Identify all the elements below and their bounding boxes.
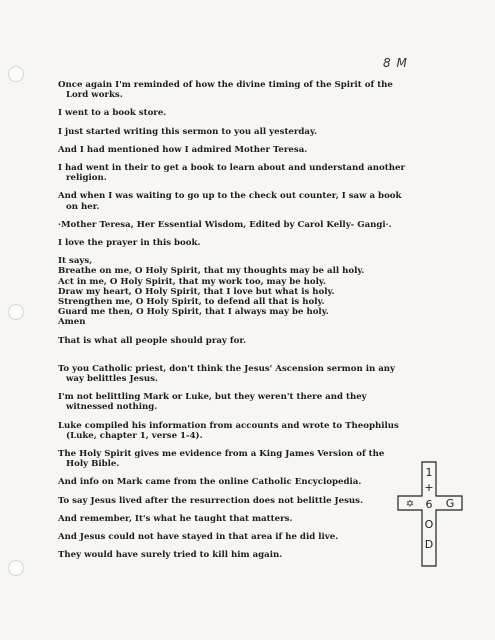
- paragraph: I went to a book store.: [58, 108, 167, 119]
- sermon-text: [58, 80, 408, 561]
- cross-right-letter: G: [445, 497, 455, 510]
- paragraph: ·Mother Teresa, Her Essential Wisdom, Edited by Carol Kelly- Gangi·.: [58, 219, 392, 230]
- hand-drawn-cross-icon: [396, 460, 466, 568]
- paragraph: And I had mentioned how I admired Mother Teresa.: [58, 144, 308, 155]
- paragraph: And remember, It's what he taught that matters.: [58, 513, 293, 524]
- binder-hole-top: [8, 66, 24, 82]
- paragraph: I had went in their to get a book to learn about and understand another religion.: [58, 163, 408, 184]
- paragraph: To you Catholic priest, don't think the Jesus' Ascension sermon in any way belittles Jesus.: [58, 363, 399, 385]
- cross-vertical-char: 6: [425, 498, 433, 511]
- prayer-line: Amen: [58, 317, 86, 328]
- prayer-line: Act in me, O Holy Spirit, that my work too, may be holy.: [58, 276, 326, 287]
- paragraph: And info on Mark came from the online Catholic Encyclopedia.: [58, 477, 362, 488]
- star-of-david-icon: ✡: [405, 499, 415, 510]
- cross-vertical-char: +: [424, 481, 434, 494]
- binder-hole-middle: [8, 304, 24, 320]
- prayer-line: Breathe on me, O Holy Spirit, that my thoughts may be all holy.: [58, 266, 365, 277]
- paragraph: Luke compiled his information from accounts and wrote to Theophilus (Luke, chapter 1, verse 1-4).: [58, 420, 402, 441]
- paragraph: And Jesus could not have stayed in that area if he did live.: [58, 532, 339, 543]
- paragraph: That is what all people should pray for.: [58, 335, 247, 346]
- prayer-line: Strengthen me, O Holy Spirit, to defend all that is holy.: [58, 297, 325, 308]
- paragraph: I just started writing this sermon to you all yesterday.: [58, 126, 317, 137]
- binder-hole-bottom: [8, 560, 24, 576]
- paragraph: They would have surely tried to kill him again.: [58, 550, 283, 561]
- paragraph: I'm not belittling Mark or Luke, but they weren't there and they witnessed nothing.: [58, 392, 370, 413]
- paragraph: To say Jesus lived after the resurrection does not belittle Jesus.: [58, 495, 364, 506]
- prayer-line: Draw my heart, O Holy Spirit, that I love but what is holy.: [58, 286, 335, 297]
- prayer-line: Guard me then, O Holy Spirit, that I always may be holy.: [58, 307, 329, 318]
- handwritten-page-note: 8 M: [383, 56, 408, 70]
- paragraph: Once again I'm reminded of how the divine timing of the Spirit of the Lord works.: [58, 80, 396, 101]
- paragraph: I love the prayer in this book.: [58, 238, 201, 249]
- cross-vertical-char: D: [424, 538, 434, 551]
- cross-vertical-char: O: [424, 518, 434, 531]
- paragraph: And when I was waiting to go up to the check out counter, I saw a book on her.: [58, 191, 405, 212]
- paragraph: The Holy Spirit gives me evidence from a King James Version of the Holy Bible.: [58, 449, 388, 470]
- paragraph: It says,: [58, 256, 93, 267]
- cross-vertical-char: 1: [425, 466, 433, 479]
